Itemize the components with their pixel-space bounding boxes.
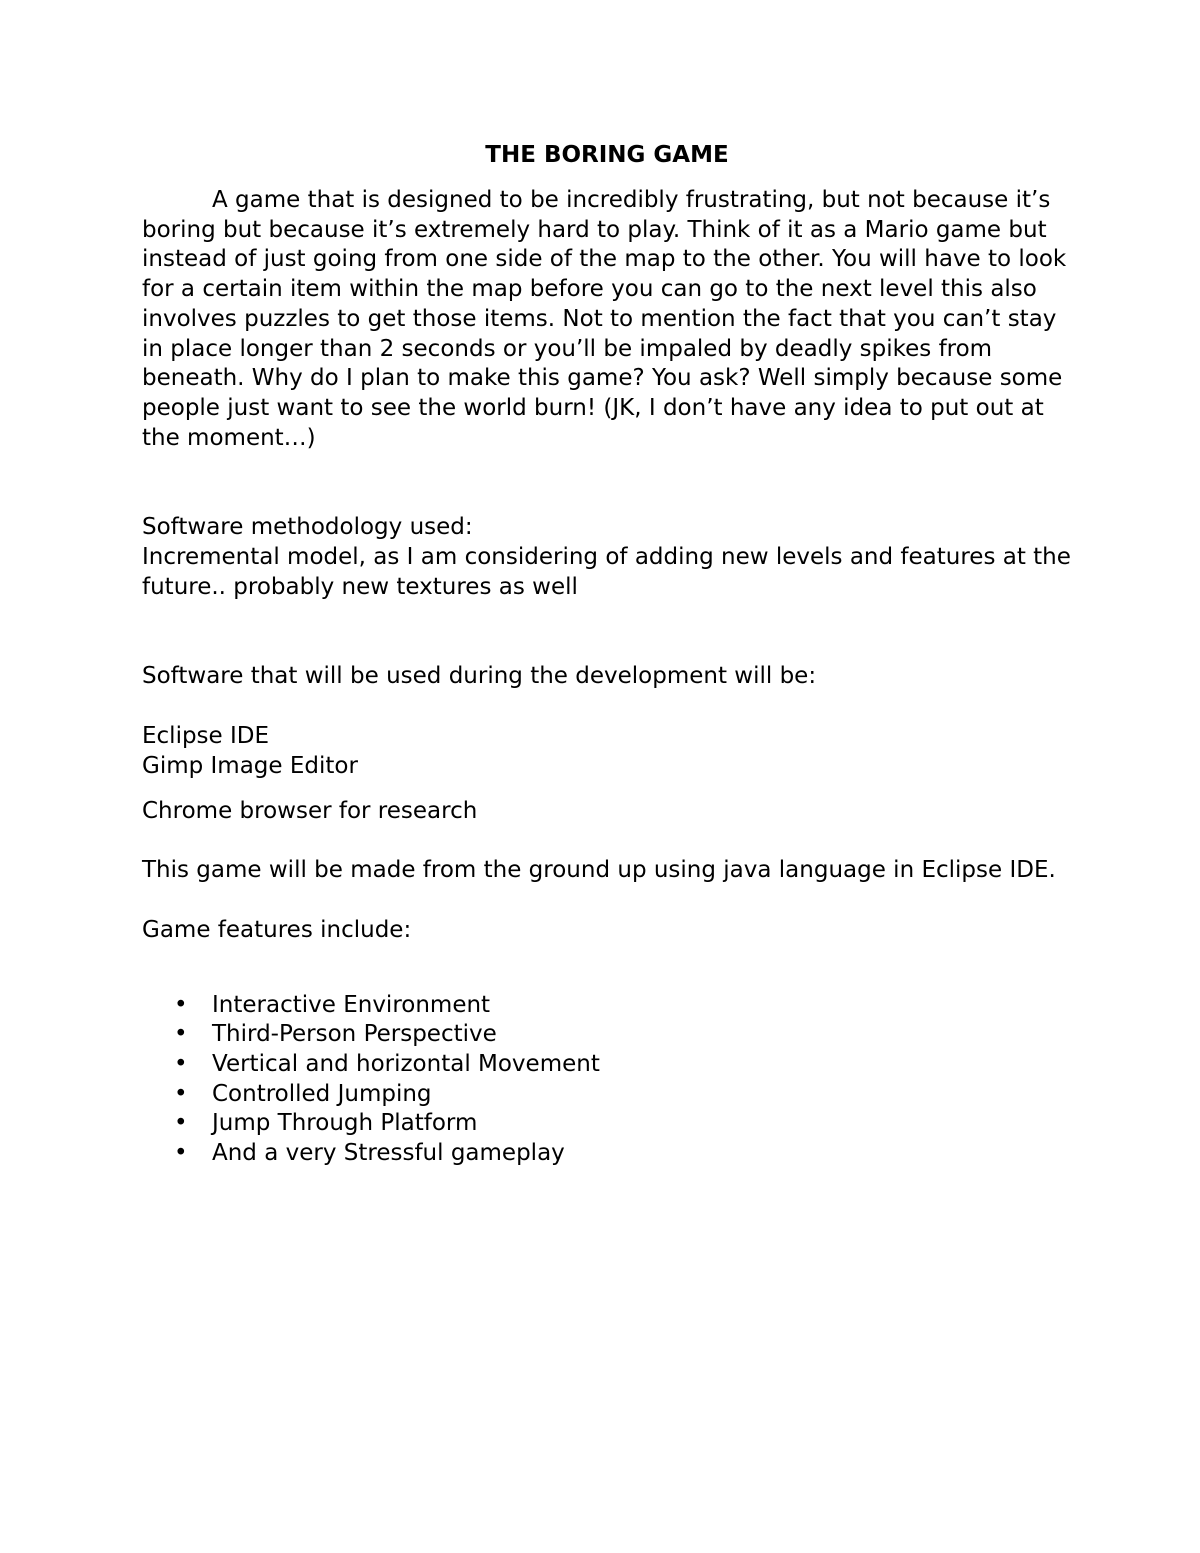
spacer <box>142 946 1072 991</box>
bullet-icon: • <box>174 1140 188 1167</box>
feature-label: Interactive Environment <box>212 991 491 1018</box>
list-item <box>142 991 1072 1021</box>
bullet-icon: • <box>174 1080 188 1107</box>
bullet-icon: • <box>174 1021 188 1048</box>
bullet-icon: • <box>174 1110 188 1137</box>
list-item <box>142 1080 1072 1110</box>
methodology-text: Incremental model, as I am considering of adding new levels and features at the future.. probably new textures as well <box>142 544 1071 600</box>
document-title: THE BORING GAME <box>485 142 729 168</box>
list-item <box>142 1020 1072 1050</box>
feature-label: Controlled Jumping <box>212 1080 432 1107</box>
list-item <box>142 1050 1072 1080</box>
feature-label: Vertical and horizontal Movement <box>212 1051 600 1078</box>
feature-label: Third-Person Perspective <box>212 1021 497 1048</box>
software-item-eclipse: Eclipse IDE <box>142 723 270 750</box>
features-heading: Game features include: <box>142 916 412 943</box>
software-heading: Software that will be used during the development will be: <box>142 663 817 690</box>
intro-paragraph: A game that is designed to be incredibly frustrating, but not because it’s boring but because it’s extremely hard to play. Think of it as a Mario game but instead of just going from one side of the map to the other. You will have to look for a certain item within the map before you can go to the next level this also involves puzzles to get those items. Not to mention the fact that you can’t stay in place longer than 2 seconds or you’ll be impaled by deadly spikes from beneath. Why do I plan to make this game? You ask? Well simply because some people just want to see the world burn! (JK, I don’t have any idea to put out at the moment…) <box>142 187 1067 451</box>
spacer <box>142 826 1072 856</box>
software-item-chrome: Chrome browser for research <box>142 797 478 824</box>
spacer <box>142 886 1072 916</box>
spacer <box>142 602 1072 662</box>
list-item <box>142 1139 1072 1169</box>
bullet-icon: • <box>174 991 188 1018</box>
spacer <box>142 453 1072 513</box>
language-text: This game will be made from the ground up using java language in Eclipse IDE. <box>142 857 1056 884</box>
features-list <box>142 991 1072 1169</box>
spacer <box>142 692 1072 722</box>
software-item-gimp: Gimp Image Editor <box>142 752 358 779</box>
bullet-icon: • <box>174 1051 188 1078</box>
feature-label: Jump Through Platform <box>212 1110 478 1137</box>
spacer <box>142 782 1072 797</box>
feature-label: And a very Stressful gameplay <box>212 1140 565 1167</box>
document-page <box>142 140 1072 1169</box>
list-item <box>142 1109 1072 1139</box>
methodology-heading: Software methodology used: <box>142 514 473 541</box>
